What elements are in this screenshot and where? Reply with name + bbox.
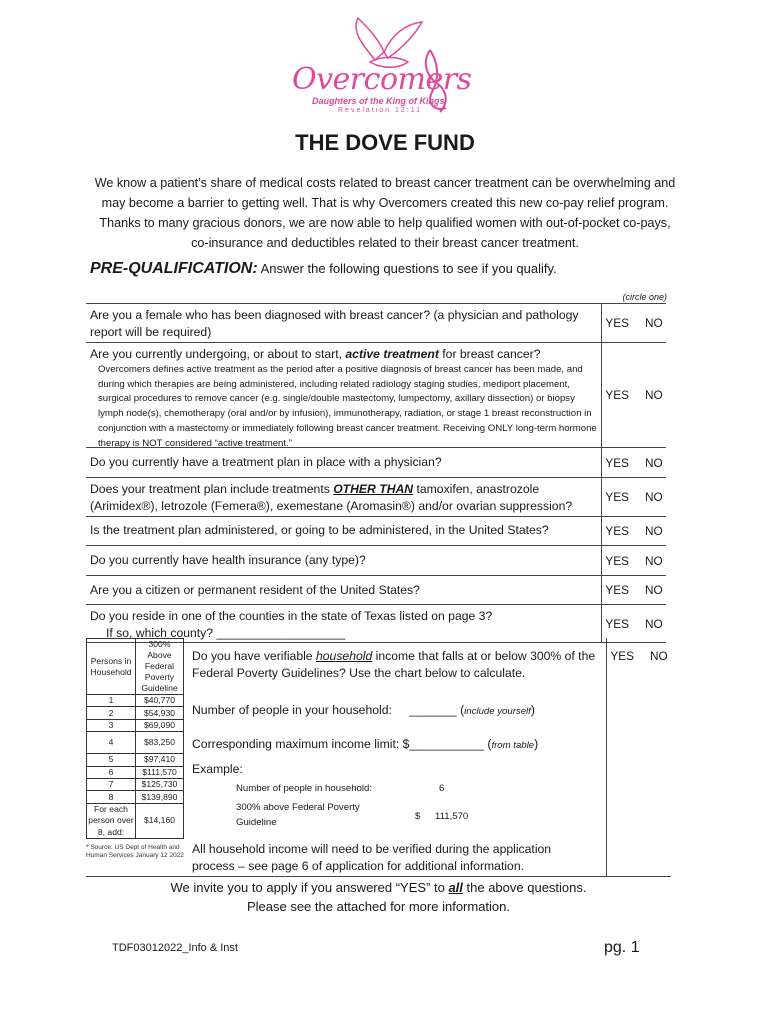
table-row (87, 754, 184, 766)
page-title: THE DOVE FUND (295, 130, 475, 155)
table-cell: For each person over 8, add: (88, 803, 134, 837)
question-text-part: Do you reside in one of the counties in the state of Texas listed on page 3? (90, 609, 493, 623)
field-label: Number of people in your household: (192, 703, 392, 717)
question-row-treatment-plan (86, 448, 666, 478)
question-text: Are you a citizen or permanent resident of the United States? (90, 583, 420, 597)
field-label: Corresponding maximum income limit: $___________ (192, 737, 484, 751)
table-row-each-additional (87, 803, 184, 839)
invitation-note (86, 876, 671, 916)
yes-option[interactable]: YES (605, 388, 629, 402)
table-row (87, 732, 184, 754)
example-label: Example: (192, 762, 243, 776)
table-cell: $111,570 (136, 766, 184, 778)
question-text-part: for breast cancer? (438, 347, 541, 361)
table-row (87, 778, 184, 790)
yes-option[interactable]: YES (605, 524, 629, 538)
question-text (86, 478, 601, 516)
field-hint: include yourself (464, 706, 531, 717)
field-blank[interactable]: _______ (409, 703, 457, 717)
yes-option[interactable]: YES (610, 649, 634, 663)
no-option[interactable]: NO (644, 490, 663, 504)
household-question (192, 648, 598, 682)
prequal-text: Answer the following questions to see if you qualify. (260, 261, 557, 276)
no-option[interactable]: NO (644, 616, 663, 631)
table-cell: $14,160 (136, 803, 184, 839)
question-row-other-than (86, 478, 666, 517)
table-row (87, 707, 184, 719)
yes-option[interactable]: YES (605, 553, 629, 568)
question-text: Are you a female who has been diagnosed with breast cancer? (a physician and pathology report will be required) (90, 308, 579, 339)
invitation-text-part: the above questions. (462, 880, 587, 895)
see-attached-line: Please see the attached for more information. (246, 899, 511, 914)
answer-cell (601, 605, 666, 642)
invitation-text-part: We invite you to apply if you answered “YES” to (170, 880, 449, 895)
table-cell: 3 (87, 719, 136, 731)
county-blank[interactable]: If so, which county? ___________________ (106, 626, 346, 640)
question-row-citizen (86, 576, 666, 605)
household-answer-cell (607, 638, 671, 678)
yes-option[interactable]: YES (605, 490, 629, 504)
example-people-label: Number of people in household: (236, 783, 373, 794)
table-cell: 7 (87, 778, 136, 790)
table-cell: $139,890 (136, 791, 184, 803)
document-code: TDF03012022_Info & Inst (112, 942, 238, 954)
question-text (86, 605, 601, 642)
income-verification-note: All household income will need to be verified during the application process – see page 6 of application for additional information. (192, 842, 552, 873)
poverty-guideline-table (86, 638, 184, 839)
yes-option[interactable]: YES (605, 455, 629, 470)
no-option[interactable]: NO (644, 455, 663, 470)
question-text-part: tamoxifen, anastrozole (Arimidex®), letrozole (Femera®), exemestane (Aromasin®) and/or ovarian suppression? (90, 482, 573, 513)
table-cell: $54,930 (136, 707, 184, 719)
table-cell: 6 (87, 766, 136, 778)
table-row (87, 719, 184, 731)
example-limit-value: 111,570 (435, 811, 469, 822)
question-text-part: Are you currently undergoing, or about to start, (90, 347, 346, 361)
table-header-persons: Persons in Household (87, 639, 136, 695)
no-option[interactable]: NO (644, 316, 663, 330)
question-text: Do you currently have a treatment plan in place with a physician? (90, 455, 442, 469)
example-limit-dollar: $ (415, 811, 421, 822)
table-row (87, 766, 184, 778)
table-cell: $69,090 (136, 719, 184, 731)
example-limit-label: 300% above Federal Poverty Guideline (236, 802, 360, 828)
no-option[interactable]: NO (644, 553, 663, 568)
table-cell: $97,410 (136, 754, 184, 766)
no-option[interactable]: NO (644, 583, 663, 597)
question-row-active-treatment (86, 343, 666, 448)
circle-one-hint: (circle one) (622, 292, 667, 302)
table-cell: 8 (87, 791, 136, 803)
answer-cell (601, 448, 666, 477)
income-limit-field[interactable]: Corresponding maximum income limit: $___________ (from table) (192, 737, 539, 751)
table-cell: 5 (87, 754, 136, 766)
answer-cell (601, 576, 666, 604)
household-emphasis: household (315, 649, 373, 663)
table-cell: 2 (87, 707, 136, 719)
active-treatment-definition: Overcomers defines active treatment as the period after a positive diagnosis of breast cancer has been made, and during which therapies are being administered, including related radiology staging studies, mediport placement, surgical procedures to remove cancer (e.g. single/double mastectomy, lumpectomy, axillary dissection) or biopsy lymph node(s), chemotherapy (oral and/or by infusion), immunotherapy, radiation, or stage 1 breast reconstruction in conjunction with a mastectomy or immediately following breast cancer treatment. Receiving ONLY long-term hormone therapy is NOT considered “active treatment.” (98, 364, 597, 449)
no-option[interactable]: NO (649, 649, 668, 663)
question-table (86, 303, 666, 643)
yes-option[interactable]: YES (605, 616, 629, 631)
table-row (87, 695, 184, 707)
question-row-female-diagnosed (86, 304, 666, 343)
table-cell: 4 (87, 732, 136, 754)
question-row-united-states-treatment (86, 517, 666, 546)
example-people-value: 6 (439, 783, 445, 794)
prequal-heading: PRE-QUALIFICATION: (90, 260, 258, 277)
answer-cell (601, 517, 666, 545)
overcomers-logo (280, 12, 480, 117)
yes-option[interactable]: YES (605, 316, 629, 330)
answer-cell (601, 546, 666, 575)
no-option[interactable]: NO (644, 524, 663, 538)
table-cell: 1 (87, 695, 136, 707)
all-emphasis: all (448, 880, 463, 895)
no-option[interactable]: NO (644, 388, 663, 402)
table-cell: $40,770 (136, 695, 184, 707)
answer-cell (601, 478, 666, 516)
other-than-emphasis: OTHER THAN (333, 482, 414, 496)
question-text: Do you currently have health insurance (any type)? (90, 553, 366, 567)
yes-option[interactable]: YES (605, 583, 629, 597)
logo-brand: Overcomers (292, 62, 472, 97)
question-text-part: Does your treatment plan include treatments (90, 482, 334, 496)
active-treatment-emphasis: active treatment (345, 347, 439, 361)
household-income-block (186, 638, 607, 876)
people-in-household-field[interactable]: Number of people in your household: _______ (include yourself) (192, 703, 535, 717)
table-source-note: * Source: US Dept of Health and Human Services January 12 2022 (86, 844, 184, 859)
field-hint: from table (491, 740, 535, 751)
question-text: Is the treatment plan administered, or going to be administered, in the United States? (90, 523, 549, 537)
intro-paragraph: We know a patient’s share of medical costs related to breast cancer treatment can be overwhelming and may become a barrier to getting well. That is why Overcomers created this new co-pay relief program. Thanks to many gracious donors, we are now able to help qualified women with out-of-pocket co-pays, co-insurance and deductibles related to their breast cancer treatment. (94, 176, 676, 250)
question-text (86, 343, 601, 447)
table-cell: $83,250 (136, 732, 184, 754)
question-text-part: Do you have verifiable (192, 649, 316, 663)
invitation-line (86, 878, 671, 897)
prequal-line (90, 260, 557, 278)
question-row-health-insurance (86, 546, 666, 576)
table-row (87, 791, 184, 803)
answer-cell (601, 304, 666, 342)
question-text-part: income that falls at or below 300% of the Federal Poverty Guidelines? Use the chart below to calculate. (192, 649, 596, 680)
answer-cell (601, 343, 666, 447)
logo-verse: Revelation 12:11 (338, 107, 423, 114)
table-header-guideline: 300% Above Federal Poverty Guideline (136, 639, 184, 695)
logo-tagline: Daughters of the King of Kings (312, 96, 445, 106)
table-cell: $125,730 (136, 778, 184, 790)
page-number: pg. 1 (604, 939, 640, 956)
